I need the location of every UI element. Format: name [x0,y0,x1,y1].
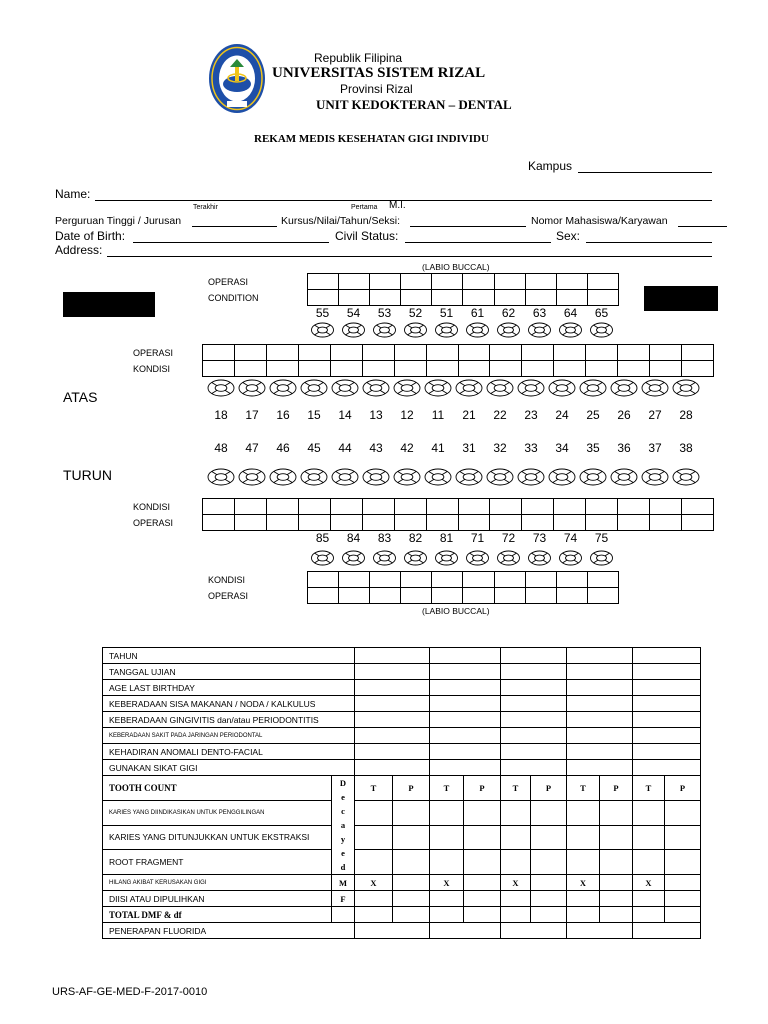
entry-cell[interactable] [567,907,600,923]
entry-cell[interactable] [355,907,393,923]
row-label: DIISI ATAU DIPULIHKAN [103,891,332,907]
tooth-number: 61 [470,306,485,320]
entry-cell[interactable] [567,850,600,875]
tooth-number: 45 [307,441,321,455]
kampus-label: Kampus [528,159,573,173]
tooth-outline[interactable] [580,469,606,485]
tooth-outline[interactable] [312,323,334,337]
tooth-number: 55 [315,306,330,320]
entry-cell[interactable] [430,923,501,939]
tooth-number: 47 [245,441,259,455]
filled-letter: F [332,891,355,907]
tooth-number: 32 [493,441,507,455]
tooth-number: 46 [276,441,290,455]
entry-cell[interactable] [355,696,430,712]
total-spacer-cell [332,907,355,923]
entry-cell[interactable] [567,728,633,744]
tooth-number: 11 [431,408,445,422]
tooth-number: 13 [369,408,383,422]
lower-primary-kondisi-label: KONDISI [208,575,246,585]
table-row [103,760,701,776]
table-row [103,776,701,801]
tooth-outline[interactable] [642,469,668,485]
entry-cell[interactable] [430,891,464,907]
entry-cell[interactable] [567,800,600,825]
tooth-count-t[interactable]: T [501,776,531,801]
tooth-number: 42 [400,441,414,455]
tooth-outline[interactable] [560,551,582,565]
form-code: URS-AF-GE-MED-F-2017-0010 [52,986,208,998]
entry-cell[interactable] [393,875,430,891]
missing-x-mark[interactable]: X [430,875,464,891]
row-label: KEBERADAAN SAKIT PADA JARINGAN PERIODONTAL [103,728,355,744]
tooth-outline[interactable] [529,323,551,337]
tooth-number: 81 [439,531,454,545]
entry-cell[interactable] [430,712,501,728]
tooth-outline[interactable] [456,380,482,396]
entry-cell[interactable] [430,728,501,744]
tooth-number: 37 [648,441,662,455]
entry-cell[interactable] [633,907,665,923]
row-label: KEBERADAAN GINGIVITIS dan/atau PERIODONTITIS [103,712,355,728]
row-label: GUNAKAN SIKAT GIGI [103,760,355,776]
tooth-outline[interactable] [239,380,265,396]
row-label: KARIES YANG DITUNJUKKAN UNTUK EKSTRAKSI [103,825,332,850]
tooth-number: 36 [617,441,631,455]
entry-cell[interactable] [393,850,430,875]
tooth-outline[interactable] [343,323,365,337]
row-label: TOOTH COUNT [103,776,332,801]
tooth-outline[interactable] [208,469,234,485]
entry-cell[interactable] [665,800,701,825]
entry-cell[interactable] [464,850,501,875]
course-label: Kursus/Nilai/Tahun/Seksi: [281,215,401,227]
table-row [103,728,701,744]
tooth-count-t[interactable]: T [430,776,464,801]
entry-cell[interactable] [633,744,701,760]
missing-letter: M [332,875,355,891]
entry-cell[interactable] [665,825,701,850]
tooth-outline[interactable] [436,551,458,565]
tooth-count-p[interactable]: P [665,776,701,801]
entry-cell[interactable] [531,825,567,850]
tooth-number: 85 [315,531,330,545]
tooth-number: 84 [346,531,361,545]
entry-cell[interactable] [567,891,600,907]
university-name: UNIVERSITAS SISTEM RIZAL [272,65,486,81]
tooth-outline[interactable] [301,469,327,485]
entry-cell[interactable] [393,800,430,825]
tooth-outline[interactable] [498,551,520,565]
tooth-number: 64 [563,306,578,320]
tooth-number: 34 [555,441,569,455]
entry-cell[interactable] [393,891,430,907]
entry-cell[interactable] [665,850,701,875]
tooth-number: 71 [470,531,485,545]
tooth-number: 24 [555,408,569,422]
entry-cell[interactable] [355,923,430,939]
entry-cell[interactable] [430,744,501,760]
tooth-outline[interactable] [591,551,613,565]
table-row [103,696,701,712]
tooth-number: 44 [338,441,352,455]
tooth-count-p[interactable]: P [600,776,633,801]
entry-cell[interactable] [633,850,665,875]
entry-cell[interactable] [355,664,430,680]
entry-cell[interactable] [633,891,665,907]
dental-record-table [102,647,701,939]
tooth-number: 62 [501,306,516,320]
table-row [103,664,701,680]
tooth-number: 25 [586,408,600,422]
tooth-outline[interactable] [394,469,420,485]
entry-cell[interactable] [633,800,665,825]
entry-cell[interactable] [531,800,567,825]
tooth-outline[interactable] [611,469,637,485]
tooth-number: 38 [679,441,693,455]
college-label: Perguruan Tinggi / Jurusan [55,215,182,227]
employee-label: Nomor Mahasiswa/Karyawan [531,215,668,227]
entry-cell[interactable] [501,923,567,939]
entry-cell[interactable] [355,712,430,728]
name-sub-terakhir: Terakhir [193,204,218,211]
tooth-count-p[interactable]: P [464,776,501,801]
tooth-count-p[interactable]: P [531,776,567,801]
decayed-column [332,776,355,875]
row-label: TAHUN [103,648,355,664]
tooth-number: 23 [524,408,538,422]
entry-cell[interactable] [501,696,567,712]
tooth-outline[interactable] [332,469,358,485]
decayed-letter: a [340,820,346,830]
missing-x-mark[interactable]: X [355,875,393,891]
entry-cell[interactable] [430,800,464,825]
tooth-number: 75 [594,531,609,545]
upper-primary-operasi-label: OPERASI [208,277,249,287]
table-row [103,744,701,760]
tooth-number: 33 [524,441,538,455]
entry-cell[interactable] [393,825,430,850]
entry-cell[interactable] [567,696,633,712]
row-label: HILANG AKIBAT KERUSAKAN GIGI [103,875,332,891]
entry-cell[interactable] [501,728,567,744]
row-label: ROOT FRAGMENT [103,850,332,875]
row-label: TOTAL DMF & df [103,907,332,923]
decayed-letter: y [340,834,346,844]
tooth-count-t[interactable]: T [355,776,393,801]
entry-cell[interactable] [600,850,633,875]
tooth-outline[interactable] [487,469,513,485]
entry-cell[interactable] [464,825,501,850]
tooth-outline[interactable] [549,469,575,485]
entry-cell[interactable] [430,850,464,875]
missing-x-mark[interactable]: X [633,875,665,891]
tooth-outline[interactable] [560,323,582,337]
table-row [103,875,701,891]
name-label: Name: [55,187,91,201]
tooth-number: 12 [400,408,414,422]
tooth-number: 18 [214,408,228,422]
lower-permanent-operasi-label: OPERASI [133,518,174,528]
tooth-number: 17 [245,408,259,422]
tooth-count-p[interactable]: P [393,776,430,801]
entry-cell[interactable] [501,850,531,875]
tooth-outline[interactable] [456,469,482,485]
entry-cell[interactable] [531,907,567,923]
table-row [103,907,701,923]
entry-cell[interactable] [567,680,633,696]
tooth-number: 31 [462,441,476,455]
tooth-outline[interactable] [591,323,613,337]
entry-cell[interactable] [464,891,501,907]
tooth-outline[interactable] [239,469,265,485]
table-row [103,825,701,850]
entry-cell[interactable] [430,825,464,850]
decayed-letter: c [341,806,345,816]
tooth-number: 15 [307,408,321,422]
row-label: KEBERADAAN SISA MAKANAN / NODA / KALKULUS [103,696,355,712]
entry-cell[interactable] [355,744,430,760]
entry-cell[interactable] [430,648,501,664]
row-label: KARIES YANG DIINDIKASIKAN UNTUK PENGGILINGAN [103,800,332,825]
tooth-outline[interactable] [549,380,575,396]
tooth-number: 41 [431,441,445,455]
tooth-outline[interactable] [374,323,396,337]
name-sub-mi: M.I. [389,200,406,211]
entry-cell[interactable] [633,648,701,664]
table-row [103,712,701,728]
entry-cell[interactable] [567,923,633,939]
tooth-number: 27 [648,408,662,422]
row-label: KEHADIRAN ANOMALI DENTO-FACIAL [103,744,355,760]
tooth-number: 51 [439,306,454,320]
entry-cell[interactable] [430,680,501,696]
entry-cell[interactable] [567,712,633,728]
tooth-count-t[interactable]: T [567,776,600,801]
entry-cell[interactable] [531,850,567,875]
tooth-outline[interactable] [301,380,327,396]
table-row [103,680,701,696]
entry-cell[interactable] [600,891,633,907]
tooth-number: 82 [408,531,423,545]
entry-cell[interactable] [355,648,430,664]
table-row [103,923,701,939]
tooth-outline[interactable] [425,469,451,485]
entry-cell[interactable] [633,760,701,776]
tooth-outline[interactable] [374,551,396,565]
entry-cell[interactable] [633,712,701,728]
entry-cell[interactable] [355,760,430,776]
tooth-number: 16 [276,408,290,422]
table-row [103,648,701,664]
tooth-outline[interactable] [425,380,451,396]
tooth-outline[interactable] [312,551,334,565]
tooth-number: 72 [501,531,516,545]
labio-buccal-top: (LABIO BUCCAL) [422,262,490,272]
entry-cell[interactable] [430,760,501,776]
tooth-outline[interactable] [208,380,234,396]
civil-status-label: Civil Status: [335,229,399,243]
entry-cell[interactable] [501,648,567,664]
entry-cell[interactable] [633,728,701,744]
entry-cell[interactable] [501,907,531,923]
tooth-number: 54 [346,306,361,320]
republic-label: Republik Filipina [314,51,403,65]
entry-cell[interactable] [600,800,633,825]
tooth-number: 73 [532,531,547,545]
table-row [103,891,701,907]
entry-cell[interactable] [501,800,531,825]
tooth-number: 74 [563,531,578,545]
row-label: PENERAPAN FLUORIDA [103,923,355,939]
entry-cell[interactable] [355,825,393,850]
tooth-outline[interactable] [673,469,699,485]
entry-cell[interactable] [600,875,633,891]
tooth-outline[interactable] [498,323,520,337]
entry-cell[interactable] [501,891,531,907]
entry-cell[interactable] [633,680,701,696]
entry-cell[interactable] [430,664,501,680]
entry-cell[interactable] [501,664,567,680]
entry-cell[interactable] [393,907,430,923]
tooth-outline[interactable] [363,380,389,396]
entry-cell[interactable] [567,825,600,850]
decayed-letter: e [341,792,345,802]
upper-permanent-operasi-label: OPERASI [133,348,174,358]
entry-cell[interactable] [355,891,393,907]
tooth-outline[interactable] [529,551,551,565]
row-label: TANGGAL UJIAN [103,664,355,680]
tooth-number: 63 [532,306,547,320]
tooth-outline[interactable] [394,380,420,396]
address-label: Address: [55,243,103,257]
decayed-letter: e [341,848,345,858]
tooth-outline[interactable] [467,323,489,337]
turun-label: TURUN [63,467,112,483]
entry-cell[interactable] [600,907,633,923]
entry-cell[interactable] [464,875,501,891]
entry-cell[interactable] [430,907,464,923]
atas-label: ATAS [63,389,98,405]
tooth-outline[interactable] [673,380,699,396]
tooth-outline[interactable] [332,380,358,396]
entry-cell[interactable] [633,923,701,939]
tooth-number: 52 [408,306,423,320]
province-label: Provinsi Rizal [340,82,413,96]
entry-cell[interactable] [600,825,633,850]
tooth-outline[interactable] [436,323,458,337]
tooth-outline[interactable] [487,380,513,396]
tooth-number: 65 [594,306,609,320]
entry-cell[interactable] [355,728,430,744]
tooth-outline[interactable] [270,469,296,485]
form-title: REKAM MEDIS KESEHATAN GIGI INDIVIDU [254,133,489,145]
tooth-number: 48 [214,441,228,455]
tooth-outline[interactable] [467,551,489,565]
entry-cell[interactable] [665,891,701,907]
tooth-outline[interactable] [518,469,544,485]
entry-cell[interactable] [355,680,430,696]
tooth-number: 26 [617,408,631,422]
tooth-outline[interactable] [270,380,296,396]
name-sub-pertama: Pertama [351,204,378,211]
entry-cell[interactable] [501,680,567,696]
entry-cell[interactable] [531,875,567,891]
dob-label: Date of Birth: [55,229,126,243]
tooth-outline[interactable] [363,469,389,485]
missing-x-mark[interactable]: X [501,875,531,891]
tooth-outline[interactable] [642,380,668,396]
entry-cell[interactable] [633,825,665,850]
entry-cell[interactable] [633,664,701,680]
entry-cell[interactable] [665,907,701,923]
entry-cell[interactable] [355,850,393,875]
tooth-number: 43 [369,441,383,455]
unit-label: UNIT KEDOKTERAN – DENTAL [316,97,512,112]
table-row [103,850,701,875]
entry-cell[interactable] [501,744,567,760]
tooth-number: 35 [586,441,600,455]
entry-cell[interactable] [501,760,567,776]
entry-cell[interactable] [501,825,531,850]
entry-cell[interactable] [567,760,633,776]
entry-cell[interactable] [633,696,701,712]
tooth-number: 28 [679,408,693,422]
entry-cell[interactable] [567,744,633,760]
labio-buccal-bottom: (LABIO BUCCAL) [422,606,490,616]
decayed-letter: D [339,778,347,788]
decayed-letter: d [340,862,346,872]
tooth-outline[interactable] [580,380,606,396]
upper-primary-condition-label: CONDITION [208,293,259,303]
entry-cell[interactable] [665,875,701,891]
entry-cell[interactable] [464,907,501,923]
tooth-count-t[interactable]: T [633,776,665,801]
upper-permanent-kondisi-label: KONDISI [133,364,171,374]
tooth-number: 22 [493,408,507,422]
tooth-number: 21 [462,408,476,422]
entry-cell[interactable] [464,800,501,825]
sex-label: Sex: [556,229,581,243]
tooth-outline[interactable] [518,380,544,396]
entry-cell[interactable] [501,712,567,728]
row-label: AGE LAST BIRTHDAY [103,680,355,696]
tooth-number: 53 [377,306,392,320]
tooth-number: 14 [338,408,352,422]
tooth-number: 83 [377,531,392,545]
tooth-outline[interactable] [611,380,637,396]
missing-x-mark[interactable]: X [567,875,600,891]
entry-cell[interactable] [430,696,501,712]
entry-cell[interactable] [567,648,633,664]
entry-cell[interactable] [531,891,567,907]
tooth-outline[interactable] [405,323,427,337]
lower-primary-operasi-label: OPERASI [208,591,249,601]
tooth-outline[interactable] [405,551,427,565]
table-row [103,800,701,825]
lower-permanent-kondisi-label: KONDISI [133,502,171,512]
tooth-outline[interactable] [343,551,365,565]
entry-cell[interactable] [355,800,393,825]
entry-cell[interactable] [567,664,633,680]
